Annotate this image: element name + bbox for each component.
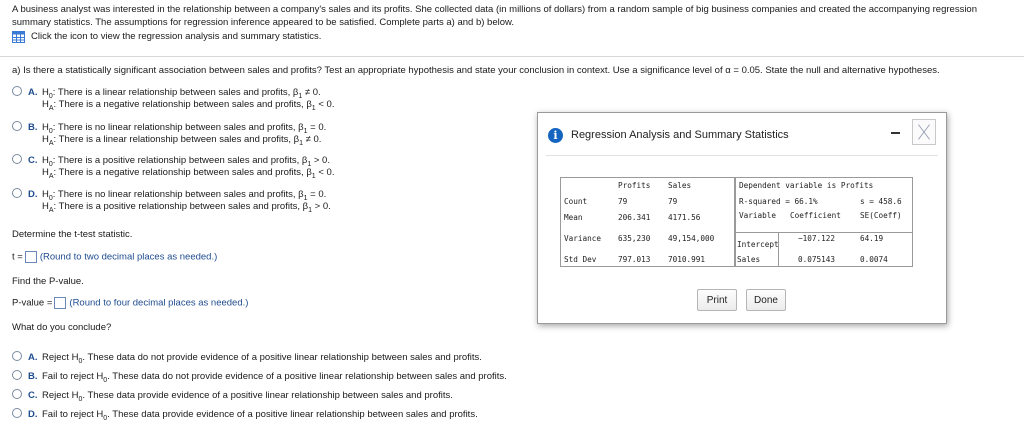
beta-subscript: 1 (303, 194, 308, 202)
h-subscript: 0 (48, 92, 53, 100)
h-label: H (42, 122, 49, 133)
alt-hypothesis: $H_A$: There is a positive relationship between sales and profits, $\beta_1 > 0$. (42, 201, 331, 214)
conclusion-text (42, 409, 478, 425)
t-prompt: Determine the t-test statistic. (12, 229, 133, 240)
close-icon[interactable] (912, 119, 936, 145)
alt-tail: ≠ 0. (303, 134, 322, 145)
p-hint: (Round to four decimal places as needed.) (69, 297, 249, 309)
p-row (12, 297, 248, 309)
h-label: H (42, 134, 49, 145)
alt-hypothesis-line (12, 99, 334, 111)
dialog-divider (546, 155, 938, 156)
null-text: There is a positive relationship between sales and profits, β (57, 155, 308, 166)
alt-text: There is a linear relationship between sales and profits, β (58, 134, 300, 145)
conclusion-pre: Reject H (42, 390, 79, 401)
r-squared: R-squared = 66.1% (739, 197, 818, 206)
radio-button[interactable] (12, 86, 22, 96)
regression-variable: Intercept (737, 240, 779, 249)
summary-sales-value: 79 (668, 197, 678, 206)
conclusion-post: . These data do not provide evidence of a positive linear relationship between sales and profits. (107, 371, 507, 382)
data-table-icon[interactable] (12, 31, 25, 43)
beta-subscript: 1 (299, 139, 304, 147)
h-subscript: A (48, 206, 54, 214)
summary-header-profits: Profits (618, 181, 651, 190)
hypothesis-option[interactable] (12, 187, 331, 213)
conclusion-post: . These data provide evidence of a positive linear relationship between sales and profits. (82, 390, 453, 401)
alt-hypothesis: $H_A$: There is a linear relationship between sales and profits, $\beta_1 \ne 0$. (42, 134, 322, 147)
conclusion-option[interactable] (12, 369, 507, 384)
summary-profits-value: 206.341 (618, 213, 651, 222)
radio-button[interactable] (12, 370, 22, 380)
alt-tail: < 0. (315, 167, 335, 178)
summary-row-label: Mean (564, 213, 583, 222)
beta-subscript: 1 (298, 92, 303, 100)
p-prompt: Find the P-value. (12, 276, 84, 287)
col-se: SE(Coeff) (860, 211, 902, 220)
beta-subscript: 1 (307, 160, 312, 168)
h-subscript: 0 (78, 357, 83, 365)
radio-button[interactable] (12, 121, 22, 131)
summary-header-sales: Sales (668, 181, 692, 190)
h-subscript: 0 (48, 127, 53, 135)
summary-sales-value: 7010.991 (668, 255, 706, 264)
conclusion-option[interactable] (12, 350, 482, 365)
null-tail: > 0. (311, 155, 330, 166)
null-tail: = 0. (307, 122, 327, 133)
dialog-title: Regression Analysis and Summary Statistics (571, 129, 789, 141)
option-letter: C. (28, 155, 38, 166)
summary-row-label: Variance (564, 234, 602, 243)
h-subscript: A (48, 104, 54, 112)
intro-line-1: A business analyst was interested in the relationship between a company's sales and its profits. She collected data (in millions of dollars) from a random sample of big business companies and created the accompanying regression (12, 4, 977, 15)
beta-subscript: 1 (308, 206, 312, 214)
summary-row-label: Std Dev (564, 255, 597, 264)
s-value: s = 458.6 (860, 197, 902, 206)
radio-button[interactable] (12, 188, 22, 198)
null-hypothesis: $H_0$: There is a linear relationship between sales and profits, $\beta_1 \ne 0$. (42, 87, 321, 100)
regression-dialog (537, 112, 947, 324)
conclude-prompt: What do you conclude? (12, 322, 112, 333)
option-letter: B. (28, 122, 38, 133)
option-letter: A. (28, 87, 38, 98)
dialog-header (548, 125, 936, 145)
regression-se: 0.0074 (860, 255, 888, 264)
conclusion-line (12, 350, 482, 365)
conclusion-text (42, 352, 482, 368)
null-tail: = 0. (307, 189, 327, 200)
alt-hypothesis: $H_A$: There is a negative relationship between sales and profits, $\beta_1 < 0$. (42, 167, 335, 180)
conclusion-pre: Reject H (42, 352, 79, 363)
info-icon: i (548, 128, 563, 143)
conclusion-text (42, 371, 507, 387)
problem-intro (12, 4, 1018, 44)
h-subscript: A (48, 139, 54, 147)
part-a-question: a) Is there a statistically significant association between sales and profits? Test an appropriate hypothesis and state your conclusion in context. Use a significance level of α = 0.05. State the null and alternative hypotheses. (12, 65, 940, 76)
intro-line-2: summary statistics. The assumptions for regression inference appeared to be satisfied. Complete parts a) and b) below. (12, 16, 514, 28)
h-label: H (42, 87, 49, 98)
hypothesis-option[interactable] (12, 120, 326, 146)
t-hint: (Round to two decimal places as needed.) (39, 251, 218, 263)
col-coefficient: Coefficient (790, 211, 841, 220)
conclusion-line (12, 407, 478, 422)
summary-sales-value: 4171.56 (668, 213, 701, 222)
beta-subscript: 1 (311, 104, 316, 112)
beta-subscript: 1 (303, 127, 308, 135)
minimize-icon[interactable] (891, 132, 900, 134)
hypothesis-option[interactable] (12, 153, 334, 179)
alt-hypothesis-line (12, 167, 334, 179)
dependent-variable: Dependent variable is Profits (739, 181, 874, 190)
option-letter: A. (28, 352, 38, 363)
summary-sales-value: 49,154,000 (668, 234, 715, 243)
p-label: P-value = (12, 297, 53, 309)
done-button[interactable]: Done (746, 289, 786, 311)
conclusion-option[interactable] (12, 407, 478, 422)
null-hypothesis-line (12, 85, 334, 100)
divider (0, 56, 1024, 57)
p-input[interactable] (54, 297, 66, 309)
regression-variable: Sales (737, 255, 761, 264)
null-hypothesis-line (12, 153, 334, 168)
h-subscript: 0 (103, 376, 108, 384)
summary-profits-value: 79 (618, 197, 628, 206)
option-letter: D. (28, 409, 38, 420)
alt-hypothesis-line (12, 134, 326, 146)
alt-text: There is a negative relationship between sales and profits, β (58, 167, 312, 178)
alt-hypothesis-line (12, 201, 331, 213)
h-label: H (42, 189, 49, 200)
summary-profits-value: 797.013 (618, 255, 651, 264)
col-variable: Variable (739, 211, 777, 220)
alt-text: There is a positive relationship between sales and profits, β (58, 201, 309, 212)
null-text: There is a linear relationship between sales and profits, β (57, 87, 299, 98)
alt-tail: < 0. (315, 99, 335, 110)
data-link-row[interactable] (12, 31, 1018, 44)
regression-coefficient: 0.075143 (798, 255, 836, 264)
alt-hypothesis: $H_A$: There is a negative relationship between sales and profits, $\beta_1 < 0$. (42, 99, 335, 112)
regression-col-divider (778, 232, 779, 267)
null-hypothesis-line (12, 187, 331, 202)
null-hypothesis: $H_0$: There is no linear relationship between sales and profits, $\beta_1 = 0$. (42, 189, 327, 202)
beta-subscript: 1 (311, 172, 316, 180)
regression-row-divider (735, 232, 913, 233)
t-label: t = (12, 251, 23, 263)
summary-profits-value: 635,230 (618, 234, 651, 243)
h-label: H (42, 167, 49, 178)
null-hypothesis-line (12, 120, 327, 135)
conclusion-pre: Fail to reject H (42, 371, 104, 382)
h-label: H (42, 155, 49, 166)
h-label: H (42, 99, 49, 110)
conclusion-text (42, 390, 453, 406)
data-link-text: Click the icon to view the regression analysis and summary statistics. (31, 31, 322, 42)
null-hypothesis: $H_0$: There is a positive relationship between sales and profits, $\beta_1 > 0$. (42, 155, 330, 168)
radio-button[interactable] (12, 351, 22, 361)
regression-coefficient: −107.122 (798, 234, 836, 243)
alt-text: There is a negative relationship between sales and profits, β (58, 99, 312, 110)
conclusion-post: . These data do not provide evidence of a positive linear relationship between sales and profits. (82, 352, 482, 363)
h-subscript: A (48, 172, 54, 180)
option-letter: C. (28, 390, 38, 401)
radio-button[interactable] (12, 408, 22, 418)
option-letter: B. (28, 371, 38, 382)
h-subscript: 0 (48, 194, 53, 202)
hypothesis-option[interactable] (12, 85, 334, 111)
h-subscript: 0 (103, 414, 108, 422)
conclusion-post: . These data provide evidence of a positive linear relationship between sales and profits. (107, 409, 478, 420)
summary-table-frame (560, 177, 735, 267)
print-button[interactable]: Print (697, 289, 737, 311)
null-text: There is no linear relationship between sales and profits, β (57, 189, 304, 200)
null-text: There is no linear relationship between sales and profits, β (57, 122, 304, 133)
regression-se: 64.19 (860, 234, 884, 243)
h-subscript: 0 (78, 395, 83, 403)
null-tail: ≠ 0. (302, 87, 321, 98)
radio-button[interactable] (12, 389, 22, 399)
summary-row-label: Count (564, 197, 588, 206)
h-label: H (42, 201, 49, 212)
null-hypothesis: $H_0$: There is no linear relationship between sales and profits, $\beta_1 = 0$. (42, 122, 327, 135)
conclusion-line (12, 388, 453, 403)
regression-table-frame (735, 177, 913, 267)
conclusion-pre: Fail to reject H (42, 409, 104, 420)
conclusion-line (12, 369, 507, 384)
alt-tail: > 0. (312, 201, 331, 212)
t-input[interactable] (25, 251, 37, 263)
radio-button[interactable] (12, 154, 22, 164)
h-subscript: 0 (48, 160, 53, 168)
t-row (12, 251, 217, 263)
conclusion-option[interactable] (12, 388, 453, 403)
option-letter: D. (28, 189, 38, 200)
